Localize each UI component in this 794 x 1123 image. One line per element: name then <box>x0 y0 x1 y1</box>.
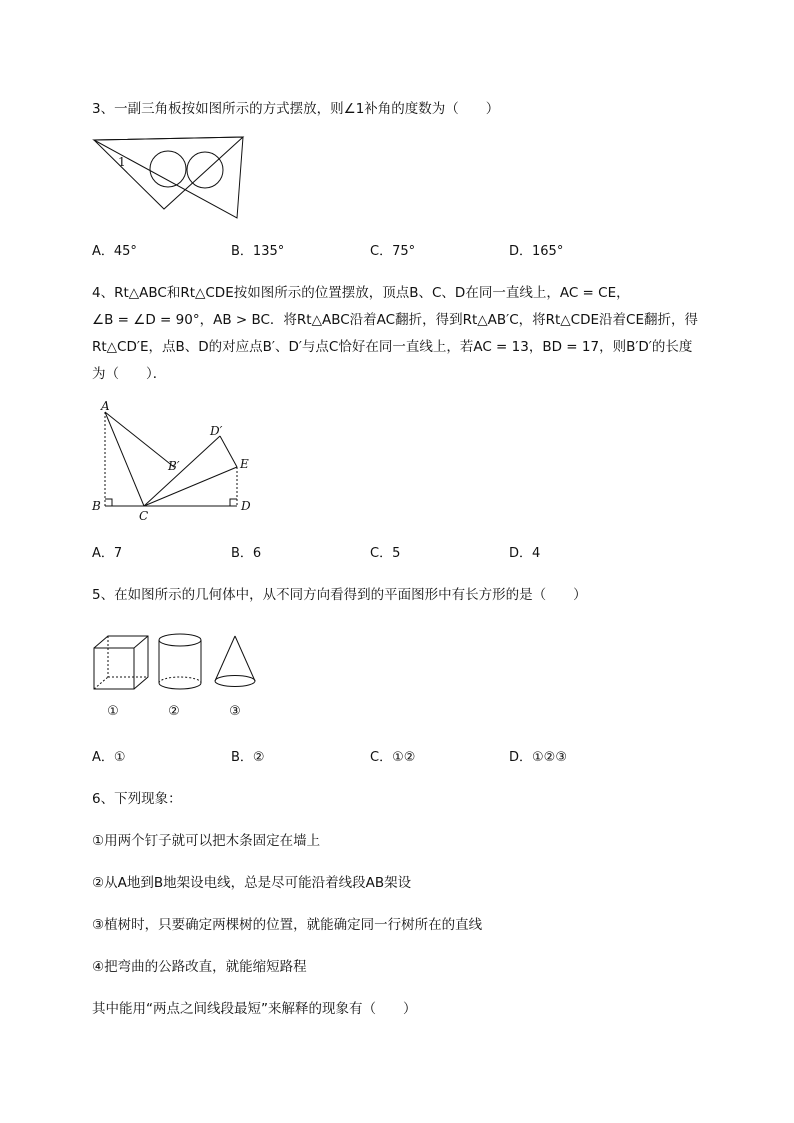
label-point-b-prime: B′ <box>168 459 180 473</box>
angle-1-label: 1 <box>118 155 126 169</box>
q3-option-b[interactable]: B．135° <box>231 244 285 259</box>
q4-stem-line-4: 为（ ）． <box>92 366 167 382</box>
q6-question: 其中能用“两点之间线段最短”来解释的现象有（ ） <box>92 1001 417 1017</box>
q4-option-c[interactable]: C．5 <box>370 546 401 561</box>
label-point-c: C <box>139 509 149 523</box>
circle-hole-right <box>187 152 223 188</box>
q5-caption-3: ③ <box>229 704 241 719</box>
q5-option-d[interactable]: D．①②③ <box>509 750 567 765</box>
q5-figure-cube <box>92 634 152 692</box>
label-point-b: B <box>92 499 101 513</box>
q6-stem: 6、下列现象： <box>92 791 182 807</box>
q6-item-1: ①用两个钉子就可以把木条固定在墙上 <box>92 833 321 849</box>
label-point-a: A <box>101 399 110 413</box>
q4-stem-line-1: 4、Rt△ABC和Rt△CDE按如图所示的位置摆放，顶点B、C、D在同一直线上，AC = CE， <box>92 285 630 301</box>
q5-option-c[interactable]: C．①② <box>370 750 416 765</box>
q5-stem: 5、在如图所示的几何体中，从不同方向看得到的平面图形中有长方形的是（ ） <box>92 587 587 603</box>
q4-option-d[interactable]: D．4 <box>509 546 541 561</box>
q4-stem-line-3: Rt△CD′E，点B、D的对应点B′、D′与点C恰好在同一直线上，若AC = 13，BD = 17，则B′D′的长度 <box>92 339 693 355</box>
q4-option-a[interactable]: A．7 <box>92 546 123 561</box>
q5-figure-cone <box>212 634 262 692</box>
q3-stem: 3、一副三角板按如图所示的方式摆放，则∠1补角的度数为（ ） <box>92 101 500 117</box>
q6-item-3: ③植树时，只要确定两棵树的位置，就能确定同一行树所在的直线 <box>92 917 483 933</box>
q4-option-b[interactable]: B．6 <box>231 546 262 561</box>
set-square-45 <box>94 137 243 209</box>
q5-caption-2: ② <box>168 704 180 719</box>
q5-option-b[interactable]: B．② <box>231 750 265 765</box>
q3-option-d[interactable]: D．165° <box>509 244 564 259</box>
q5-figure-cylinder <box>156 632 206 692</box>
q5-option-a[interactable]: A．① <box>92 750 126 765</box>
q3-option-c[interactable]: C．75° <box>370 244 416 259</box>
label-point-d-prime: D′ <box>210 424 223 438</box>
q4-figure-folded-triangles <box>90 395 260 525</box>
q3-figure-triangle-rulers <box>92 135 247 225</box>
q6-item-4: ④把弯曲的公路改直，就能缩短路程 <box>92 959 307 975</box>
q4-stem-line-2: ∠B = ∠D = 90°，AB > BC．将Rt△ABC沿着AC翻折，得到Rt△AB′C，将Rt△CDE沿着CE翻折，得 <box>92 312 698 328</box>
label-point-e: E <box>240 457 249 471</box>
set-square-30-60 <box>94 137 243 218</box>
q3-option-a[interactable]: A．45° <box>92 244 137 259</box>
circle-hole-left <box>150 151 186 187</box>
label-point-d: D <box>241 499 251 513</box>
q5-caption-1: ① <box>107 704 119 719</box>
q6-item-2: ②从A地到B地架设电线，总是尽可能沿着线段AB架设 <box>92 875 412 891</box>
